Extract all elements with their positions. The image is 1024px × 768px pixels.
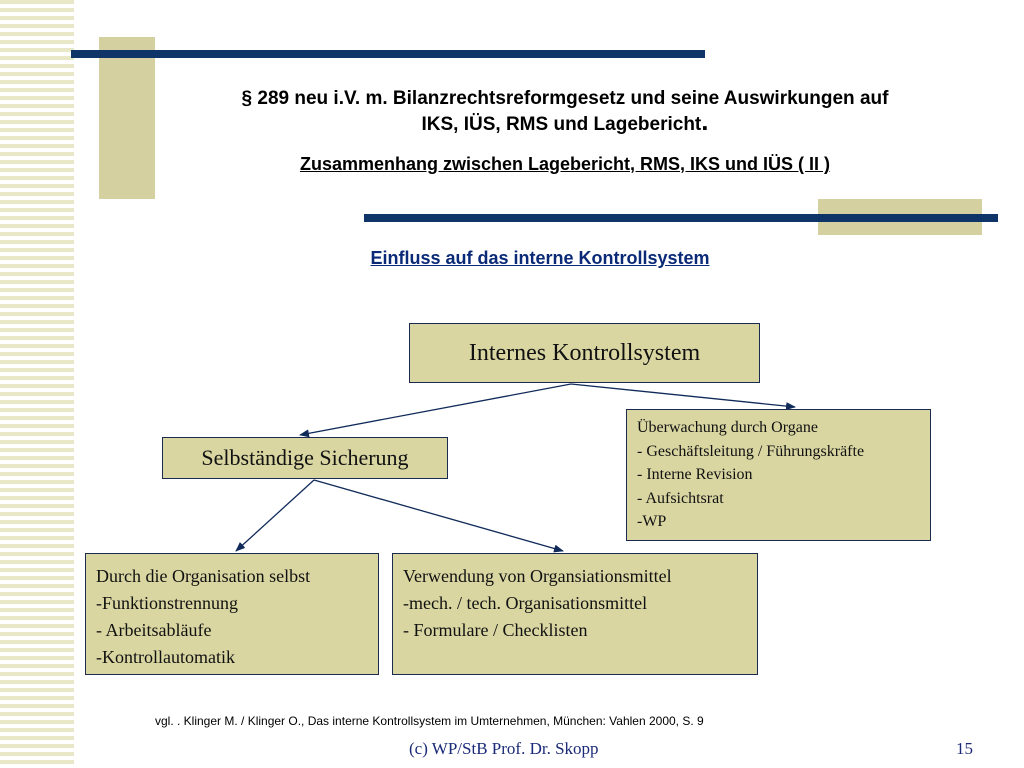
node-verwendung-von-organisationsmittel bbox=[392, 553, 758, 675]
arrow-left-to-bottom-left bbox=[236, 480, 314, 551]
slide-title-line-1: § 289 neu i.V. m. Bilanzrechtsreformgesetz und seine Auswirkungen auf bbox=[241, 88, 889, 109]
page-number: 15 bbox=[956, 739, 973, 758]
node-line: -Funktionstrennung bbox=[96, 593, 238, 613]
footer-author: (c) WP/StB Prof. Dr. Skopp bbox=[409, 739, 599, 758]
node-line: -mech. / tech. Organisationsmittel bbox=[403, 593, 648, 613]
node-line: - Formulare / Checklisten bbox=[403, 620, 588, 640]
node-line: - Geschäftsleitung / Führungskräfte bbox=[637, 442, 865, 460]
node-line: Durch die Organisation selbst bbox=[96, 566, 311, 586]
node-line: -WP bbox=[637, 513, 667, 530]
section-heading: Einfluss auf das interne Kontrollsystem bbox=[370, 248, 710, 268]
slide-title-period: . bbox=[701, 106, 709, 136]
arrow-root-to-right bbox=[571, 384, 795, 407]
arrow-root-to-left bbox=[300, 384, 571, 435]
arrow-left-to-bottom-right bbox=[314, 480, 563, 551]
node-internes-kontrollsystem: Internes Kontrollsystem bbox=[409, 323, 760, 383]
slide-subtitle: Zusammenhang zwischen Lagebericht, RMS, IKS und IÜS ( II ) bbox=[299, 154, 831, 174]
node-line: - Aufsichtsrat bbox=[637, 489, 724, 507]
node-line: Überwachung durch Organe bbox=[637, 419, 818, 436]
node-line: - Arbeitsabläufe bbox=[96, 620, 212, 640]
node-line: - Interne Revision bbox=[637, 466, 753, 483]
slide-title-line-2-text: IKS, IÜS, RMS und Lagebericht bbox=[421, 114, 702, 135]
source-footnote: vgl. . Klinger M. / Klinger O., Das interne Kontrollsystem im Umternehmen, München: Vahlen 2000, S. 9 bbox=[155, 714, 704, 728]
node-durch-die-organisation bbox=[85, 553, 379, 675]
node-line: -Kontrollautomatik bbox=[96, 647, 235, 667]
node-line: Verwendung von Organsiationsmittel bbox=[403, 566, 672, 586]
node-selbststaendige-sicherung: Selbständige Sicherung bbox=[162, 437, 448, 479]
node-ueberwachung-durch-organe bbox=[626, 409, 931, 541]
